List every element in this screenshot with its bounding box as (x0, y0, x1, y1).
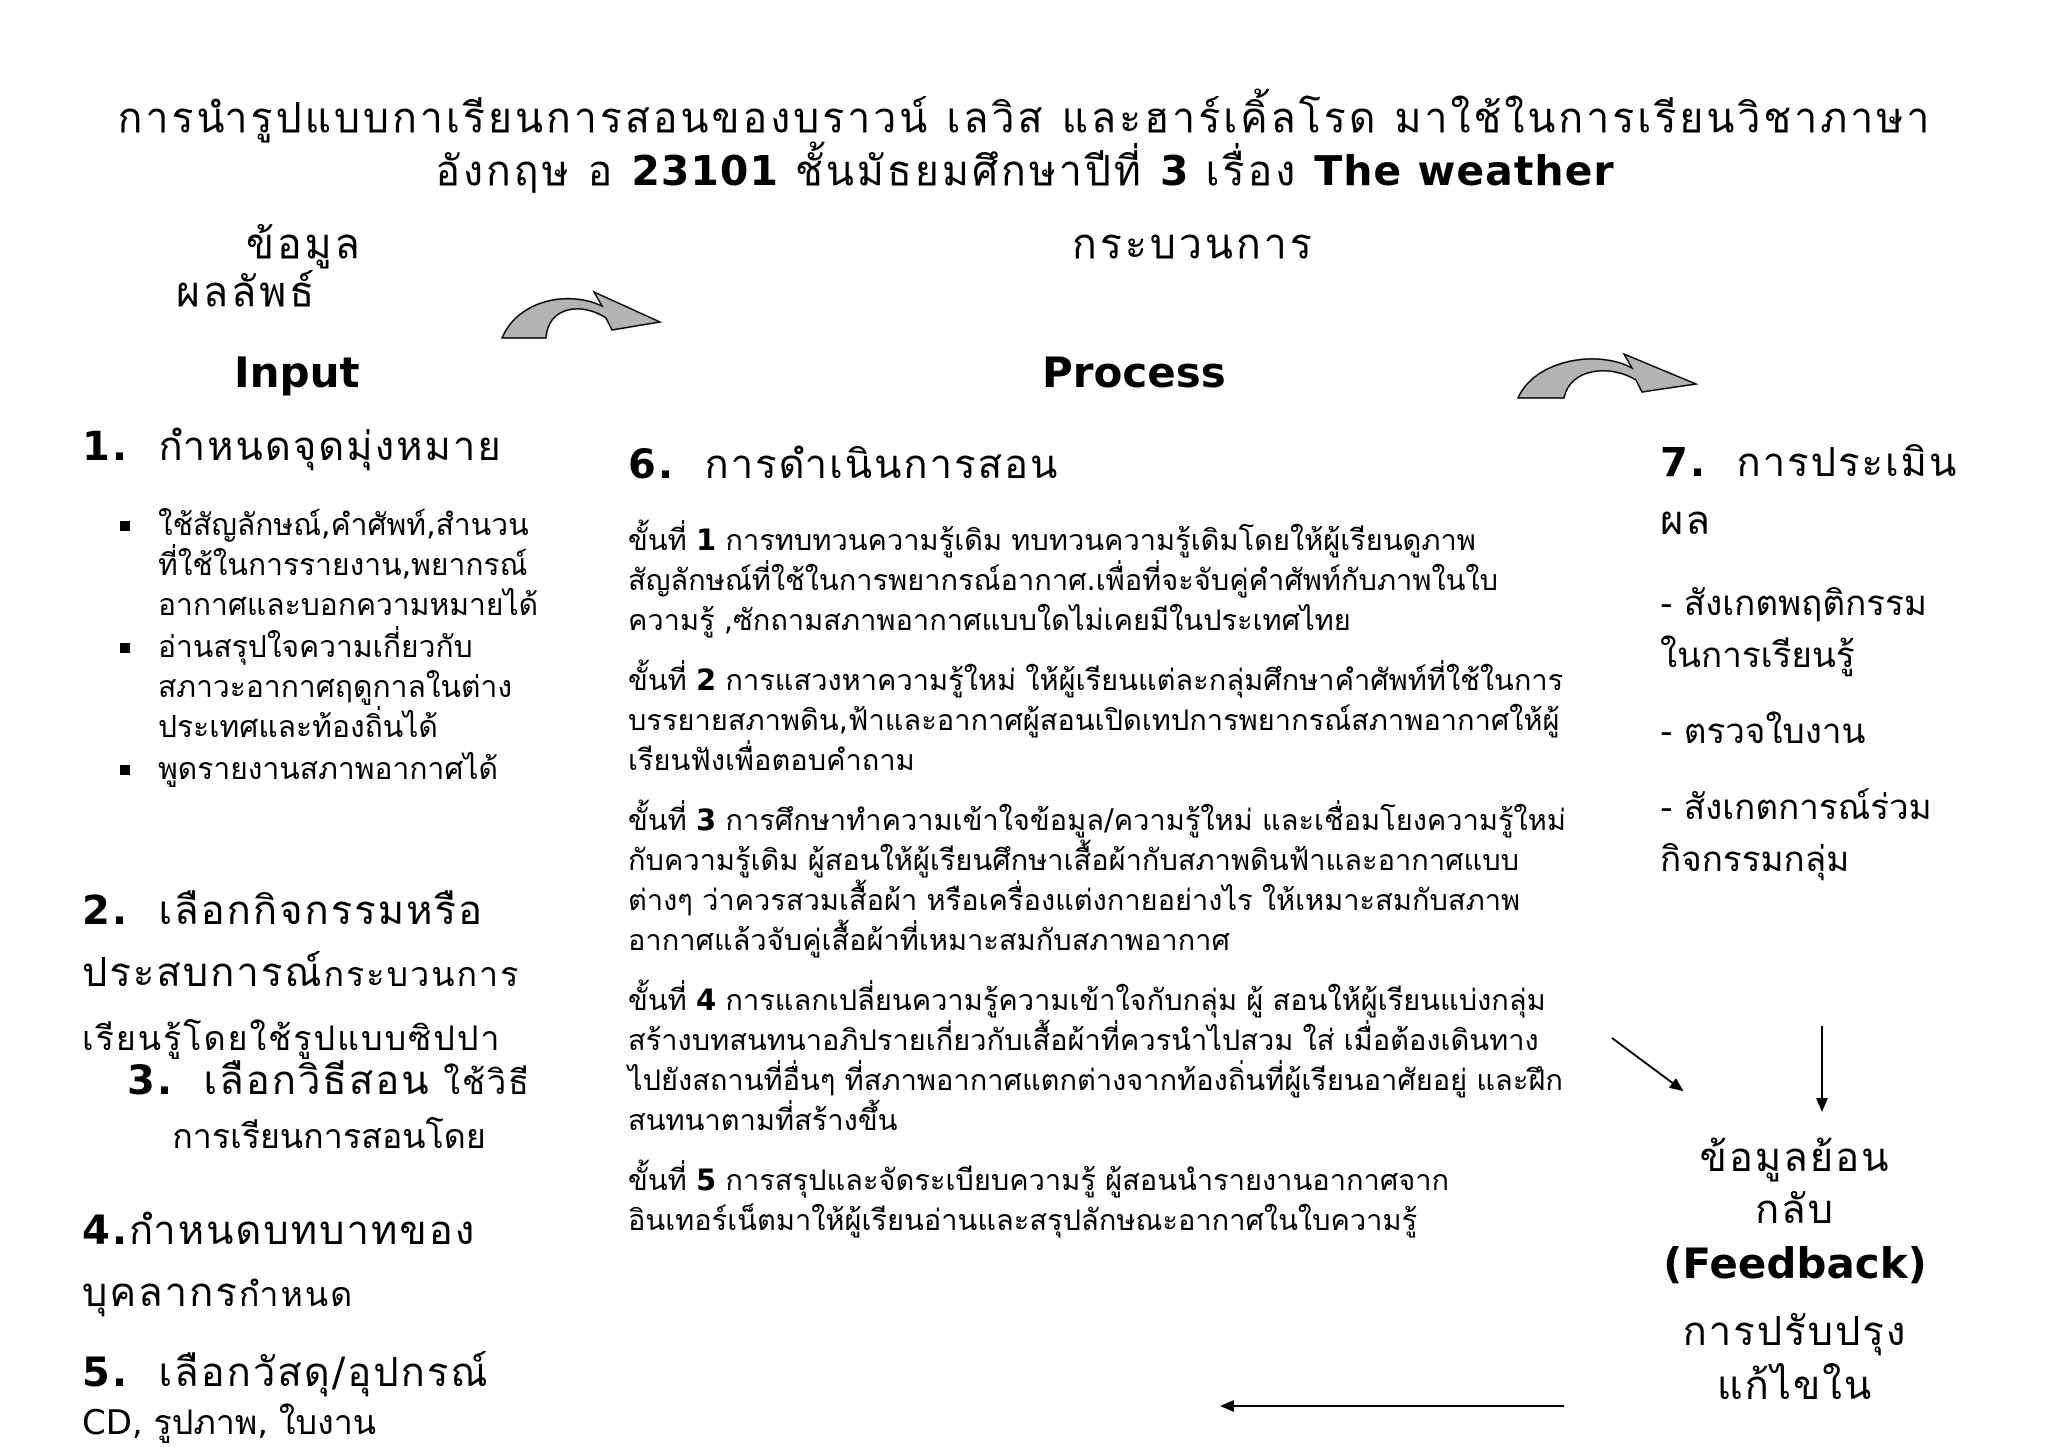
input-item-3-desc: ใช้วิธี (430, 1063, 531, 1103)
diagram-title (60, 92, 1990, 198)
process-step-heading (628, 434, 1428, 496)
evaluation-item-2: - ตรวจใบงาน (1660, 712, 1866, 752)
evaluation-item-1: - สังเกตพฤติกรรมในการเรียนรู้ (1660, 584, 1927, 676)
process-steps (628, 520, 1568, 1260)
input-item-1-label: กำหนดจุดมุ่งหมาย (158, 424, 503, 470)
step-3-number: 3 (695, 803, 717, 837)
feedback-thai-label-1: ข้อมูลย้อน (1699, 1135, 1891, 1181)
input-item-1-number: 1. (82, 424, 130, 470)
input-item-5 (82, 1342, 572, 1404)
step-2-text: การแสวงหาความรู้ใหม่ ให้ผู้เรียนแต่ละกลุ่มศึกษาคำศัพท์ที่ใช้ในการบรรยายสภาพดิน,ฟ้าและอากาศผู้สอนเปิดเทปการพยากรณ์สภาพอากาศให้ผู้เรียนฟังเพื่อตอบคำถาม (628, 663, 1564, 777)
input-item-2-number: 2. (82, 888, 130, 934)
input-item-2 (82, 880, 572, 1070)
input-item-4-label: กำหนดบทบาทของบุคลากร (82, 1208, 477, 1316)
input-item-3-number: 3. (127, 1058, 175, 1104)
evaluation-item-3: - สังเกตการณ์ร่วมกิจกรรมกลุ่ม (1660, 788, 1932, 880)
process-step-5 (628, 1160, 1568, 1240)
input-item-5-label: เลือกวัสดุ/อุปกรณ์ (158, 1350, 490, 1396)
arrow-process-to-feedback (1612, 1038, 1682, 1090)
input-item-1 (82, 416, 562, 478)
feedback-line-1: การปรับปรุง (1682, 1309, 1908, 1355)
process-step-1 (628, 520, 1568, 640)
feedback-heading: (Feedback) (1663, 1239, 1927, 1288)
process-heading: Process (1042, 348, 1226, 397)
title-topic: The weather (1314, 147, 1615, 195)
step-3-text: การศึกษาทำความเข้าใจข้อมูล/ความรู้ใหม่ และเชื่อมโยงความรู้ใหม่กับความรู้เดิม ผู้สอนให้ผู้เรียนศึกษาเสื้อผ้ากับสภาพดินฟ้าและอากาศแบบต่างๆ ว่าควรสวมเสื้อผ้า หรือเครื่องแต่งกายอย่างไร ให้เหมาะสมกับสภาพอากาศแล้วจับคู่เสื้อผ้าที่เหมาะสมกับสภาพอากาศ (628, 803, 1566, 957)
title-line-2 (60, 145, 1990, 198)
process-heading-label: การดำเนินการสอน (704, 442, 1060, 488)
input-item-3-desc-cont: การเรียนการสอนโดย (172, 1117, 486, 1157)
step-1-text: การทบทวนความรู้เดิม ทบทวนความรู้เดิมโดยให้ผู้เรียนดูภาพสัญลักษณ์ที่ใช้ในการพยากรณ์อากาศ.เพื่อที่จะจับคู่คำศัพท์กับภาพในใบความรู้ ,ซักถามสภาพอากาศแบบใดไม่เคยมีในประเทศไทย (628, 523, 1499, 637)
objectives-list (108, 506, 548, 838)
feedback-line-2: แก้ไขใน (1716, 1363, 1874, 1409)
step-4-number: 4 (695, 983, 717, 1017)
step-2-number: 2 (695, 663, 717, 697)
curved-arrow-process-to-output (1514, 344, 1704, 406)
step-4-text: การแลกเปลี่ยนความรู้ความเข้าใจกับกลุ่ม ผู้ สอนให้ผู้เรียนแบ่งกลุ่มสร้างบทสนทนาอภิปรายเกี่ยวกับเสื้อผ้าที่ควรนำไปสวม ใส่ เมื่อต้องเดินทางไปยังสถานที่อื่นๆ ที่สภาพอากาศแตกต่างจากท้องถิ่นที่ผู้เรียนอาศัยอยู่ และฝึกสนทนาตามที่สร้างขึ้น (628, 983, 1563, 1137)
curved-arrow-input-to-process (496, 282, 668, 344)
input-item-5-number: 5. (82, 1350, 130, 1396)
title-course-prefix: อังกฤษ อ (435, 147, 632, 195)
process-step-3 (628, 800, 1568, 960)
title-topic-label: เรื่อง (1189, 147, 1315, 195)
step-1-label: ขั้นที่ (628, 523, 696, 557)
process-step-4 (628, 980, 1568, 1140)
input-item-5-desc: CD, รูปภาพ, ใบงาน (82, 1403, 377, 1443)
output-heading-number: 7. (1660, 440, 1708, 486)
feedback-box (1640, 1132, 1950, 1412)
title-line-1: การนำรูปแบบกาเรียนการสอนของบราวน์ เลวิส และฮาร์เคิ้ลโรด มาใช้ในการเรียนวิชาภาษา (117, 94, 1933, 142)
step-1-number: 1 (695, 523, 717, 557)
evaluation-list (1660, 578, 1960, 886)
step-2-label: ขั้นที่ (628, 663, 696, 697)
input-item-4-number: 4. (82, 1208, 130, 1254)
feedback-thai-label-2: กลับ (1754, 1187, 1836, 1233)
process-thai-label: กระบวนการ (1072, 220, 1315, 268)
title-grade-label: ชั้นมัธยมศึกษาปีที่ (778, 147, 1160, 195)
input-item-2-label: เลือกกิจกรรมหรือประสบการณ์ (82, 888, 484, 996)
input-item-2-desc: กระบวนการเรียนรู้โดยใช้รูปแบบซิปปา (82, 955, 521, 1059)
input-item-3 (104, 1050, 554, 1114)
input-heading: Input (234, 348, 360, 397)
objective-bullet-2: อ่านสรุปใจความเกี่ยวกับสภาวะอากาศฤดูกาลในต่างประเทศและท้องถิ่นได้ (158, 628, 548, 748)
input-item-3-label: เลือกวิธีสอน (203, 1058, 431, 1104)
title-course-code: 23101 (631, 147, 779, 195)
title-grade-number: 3 (1159, 147, 1190, 195)
step-5-number: 5 (695, 1163, 717, 1197)
step-3-label: ขั้นที่ (628, 803, 696, 837)
objective-bullet-3: พูดรายงานสภาพอากาศได้ (158, 750, 548, 790)
step-5-text: การสรุปและจัดระเบียบความรู้ ผู้สอนนำรายงานอากาศจากอินเทอร์เน็ตมาให้ผู้เรียนอ่านและสรุปลักษณะอากาศในใบความรู้ (628, 1163, 1450, 1237)
input-thai-label-2: ผลลัพธ์ (176, 268, 318, 316)
output-heading-label: การประเมินผล (1660, 440, 1959, 544)
process-heading-number: 6. (628, 442, 676, 488)
input-item-4-desc: กำหนด (238, 1275, 355, 1315)
output-heading (1660, 434, 1980, 550)
input-thai-label-1: ข้อมูล (246, 220, 363, 268)
step-5-label: ขั้นที่ (628, 1163, 696, 1197)
objective-bullet-1: ใช้สัญลักษณ์,คำศัพท์,สำนวนที่ใช้ในการรายงาน,พยากรณ์อากาศและบอกความหมายได้ (158, 506, 548, 626)
process-step-2 (628, 660, 1568, 780)
input-item-4 (82, 1200, 562, 1324)
step-4-label: ขั้นที่ (628, 983, 696, 1017)
